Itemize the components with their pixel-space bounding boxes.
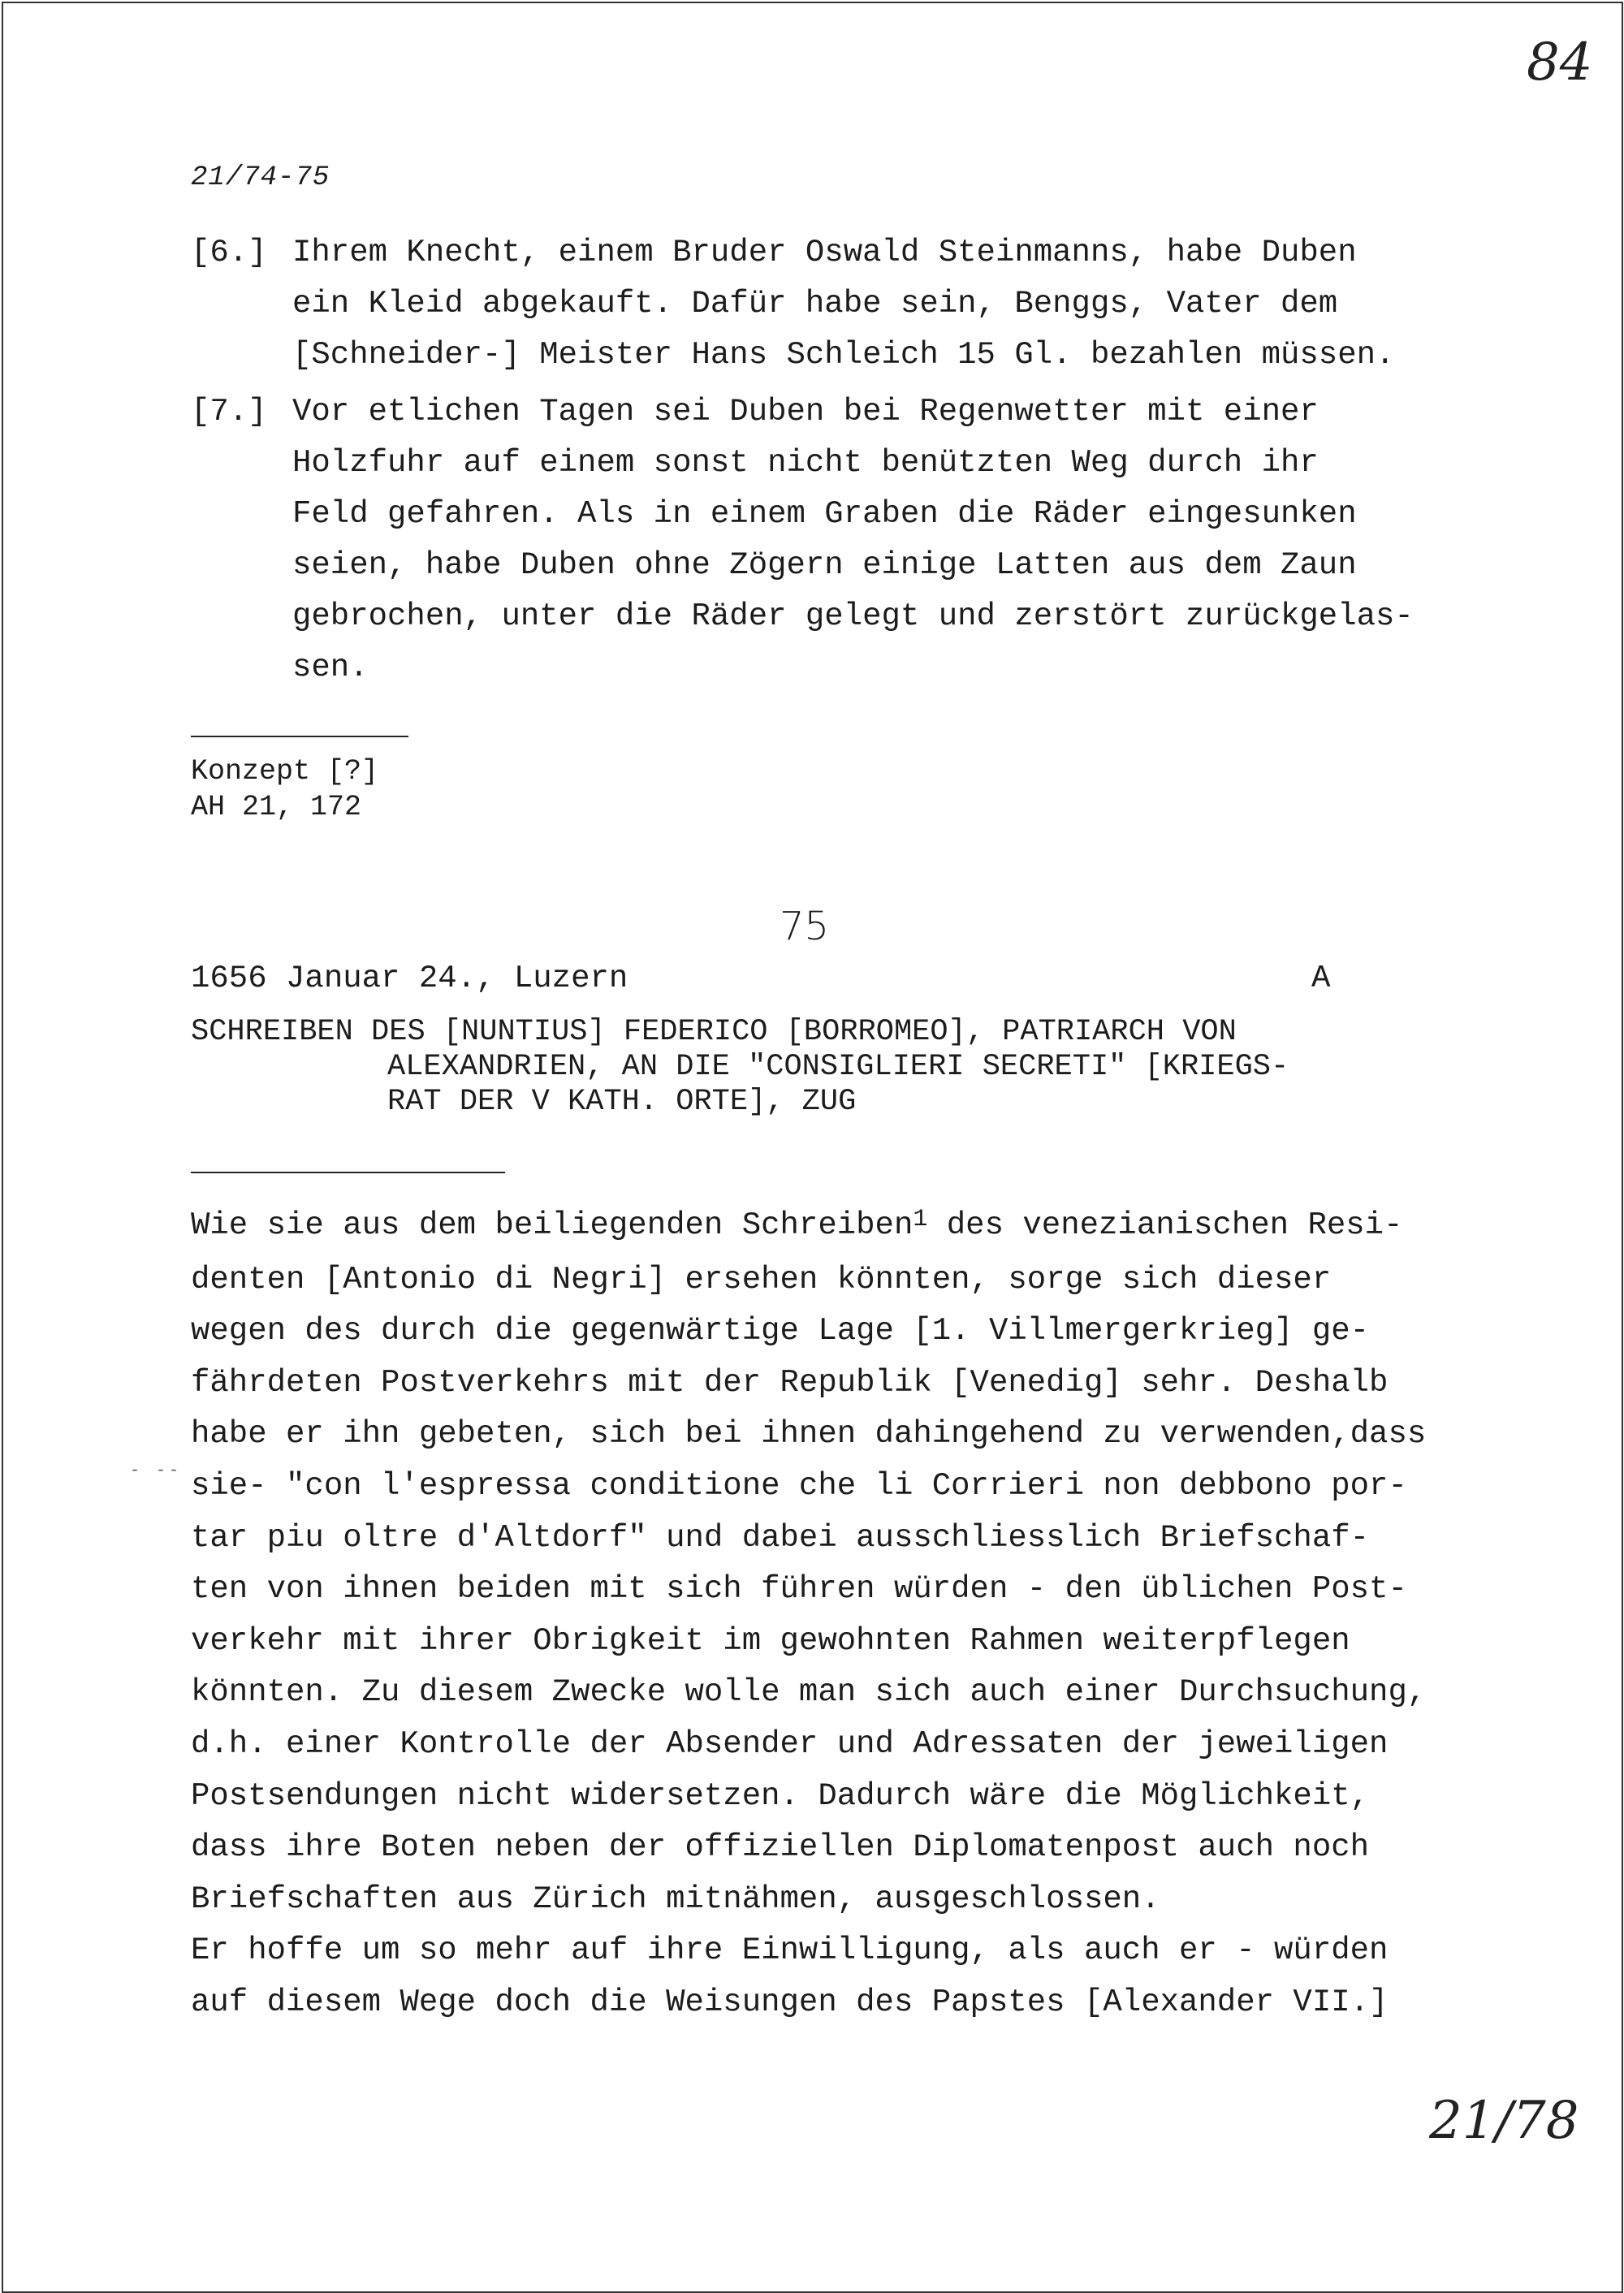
regest-line: ALEXANDRIEN, AN DIE "CONSIGLIERI SECRETI" [KRIEGS- bbox=[387, 1050, 1289, 1084]
text-line: fährdeten Postverkehrs mit der Republik [Venedig] sehr. Deshalb bbox=[191, 1364, 1389, 1401]
text-fragment: Wie sie aus dem beiliegenden Schreiben bbox=[191, 1207, 914, 1243]
footnote-marker: 1 bbox=[913, 1206, 928, 1233]
source-note bbox=[191, 754, 378, 825]
regest-line: SCHREIBEN DES [NUNTIUS] FEDERICO [BORROMEO], PATRIARCH VON bbox=[191, 1015, 1237, 1049]
item-number: [6.] bbox=[191, 235, 267, 270]
handwritten-archive-note: 21/78 bbox=[1429, 2091, 1579, 2151]
text-line: habe er ihn gebeten, sich bei ihnen dahingehend zu verwenden,dass bbox=[191, 1416, 1427, 1453]
regest-line: RAT DER V KATH. ORTE], ZUG bbox=[387, 1085, 857, 1119]
text-line: ten von ihnen beiden mit sich führen würden - den üblichen Post- bbox=[191, 1571, 1407, 1608]
text-line: d.h. einer Kontrolle der Absender und Adressaten der jeweiligen bbox=[191, 1725, 1389, 1762]
text-fragment: des venezianischen Resi- bbox=[927, 1207, 1403, 1243]
item-number: [7.] bbox=[191, 394, 267, 430]
document-regest bbox=[191, 1015, 1289, 1120]
text-line: Vor etlichen Tagen sei Duben bei Regenwetter mit einer bbox=[292, 394, 1319, 430]
text-line: auf diesem Wege doch die Weisungen des Papstes [Alexander VII.] bbox=[191, 1984, 1389, 2020]
text-line: sie- "con l'espressa conditione che li Corrieri non debbono por- bbox=[191, 1467, 1407, 1504]
text-line: gebrochen, unter die Räder gelegt und zerstört zurückgelas- bbox=[292, 598, 1414, 634]
item-text bbox=[292, 386, 1608, 693]
text-line: Er hoffe um so mehr auf ihre Einwilligung, als auch er - würden bbox=[191, 1932, 1389, 1969]
text-line: Postsendungen nicht widersetzen. Dadurch wäre die Möglichkeit, bbox=[191, 1777, 1370, 1814]
text-line: Ihrem Knecht, einem Bruder Oswald Steinmanns, habe Duben bbox=[292, 235, 1357, 270]
date-place: 1656 Januar 24., Luzern bbox=[191, 961, 628, 996]
classification-letter: A bbox=[1311, 961, 1331, 996]
text-line: wegen des durch die gegenwärtige Lage [1. Villmergerkrieg] ge- bbox=[191, 1313, 1370, 1349]
document-number: 75 bbox=[780, 904, 830, 949]
text-line: Feld gefahren. Als in einem Graben die Räder eingesunken bbox=[292, 496, 1357, 532]
folio-number: 84 bbox=[1527, 32, 1593, 93]
archive-reference: 21/74-75 bbox=[191, 162, 330, 193]
body-text bbox=[191, 1200, 1571, 2029]
source-type: Konzept [?] bbox=[191, 755, 379, 788]
text-line: Briefschaften aus Zürich mitnähmen, ausgeschlossen. bbox=[191, 1881, 1160, 1917]
text-line: Holzfuhr auf einem sonst nicht benützten Weg durch ihr bbox=[292, 445, 1319, 481]
text-line: verkehr mit ihrer Obrigkeit im gewohnten Rahmen weiterpflegen bbox=[191, 1622, 1350, 1659]
text-line: [Schneider-] Meister Hans Schleich 15 Gl. bezahlen müssen. bbox=[292, 337, 1395, 373]
text-line: tar piu oltre d'Altdorf" und dabei ausschliesslich Briefschaf- bbox=[191, 1519, 1370, 1556]
text-line: seien, habe Duben ohne Zögern einige Latten aus dem Zaun bbox=[292, 547, 1357, 583]
text-line bbox=[191, 1200, 1571, 1254]
margin-mark: - -- bbox=[130, 1462, 183, 1480]
section-divider bbox=[191, 736, 408, 737]
text-line: denten [Antonio di Negri] ersehen könnten, sorge sich dieser bbox=[191, 1261, 1332, 1298]
item-text bbox=[292, 227, 1608, 381]
text-line: sen. bbox=[292, 650, 369, 685]
dateline bbox=[191, 961, 1331, 996]
text-line: dass ihre Boten neben der offiziellen Diplomatenpost auch noch bbox=[191, 1829, 1370, 1866]
text-line: könnten. Zu diesem Zwecke wolle man sich auch einer Durchsuchung, bbox=[191, 1674, 1427, 1711]
source-signature: AH 21, 172 bbox=[191, 791, 362, 823]
text-line: ein Kleid abgekauft. Dafür habe sein, Benggs, Vater dem bbox=[292, 286, 1338, 322]
section-divider bbox=[191, 1172, 505, 1173]
